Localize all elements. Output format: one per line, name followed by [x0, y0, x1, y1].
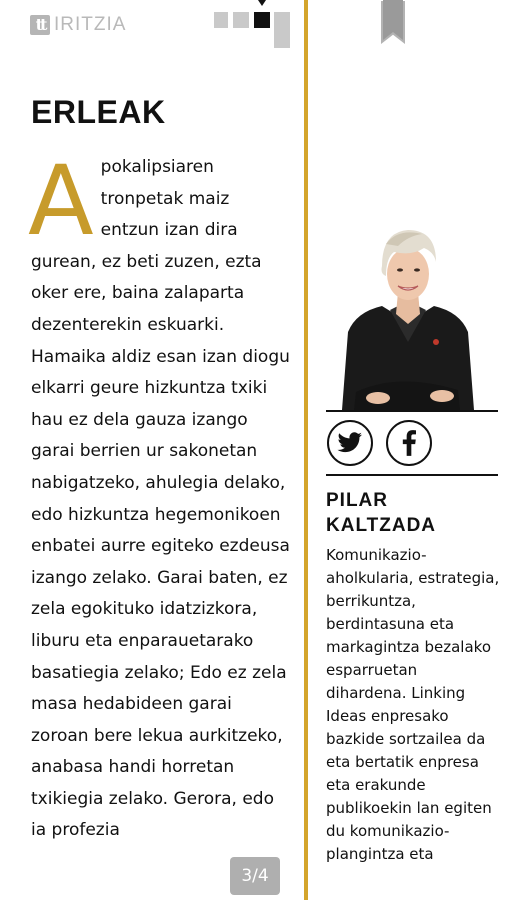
layout-option-2[interactable] — [233, 12, 249, 28]
author-top-rule — [326, 410, 498, 412]
author-name: PILAR KALTZADA — [326, 490, 437, 536]
layout-option-1[interactable] — [214, 12, 228, 28]
twitter-icon — [337, 432, 363, 454]
facebook-button[interactable] — [386, 420, 432, 466]
layout-switcher[interactable] — [214, 0, 294, 52]
article-paragraph: pokalipsiaren tronpetak maiz entzun izan dira gurean, ez beti zuzen, ezta oker ere, baina zalaparta dezenterekin eskuarki. Hamaika aldiz esan izan diogu elkarri geure hizkuntza txiki hau ez dela gauza izango garai berrien ur sakonetan nabigatzeko, ahulegia delako, edo hizkuntza hegemonikoen enbatei aurre egiteko ezdeusa izango zelako. Garai baten, ez zela egokituko idatzizkora, liburu eta enparauetarako basatiegia zelako; Edo ez zela masa hedabideen garai zoroan bere lekua aurkitzeko, anabasa handi horretan txikiegia zelako. Gerora, edo ia profezia — [31, 157, 290, 841]
twitter-button[interactable] — [327, 420, 373, 466]
bookmark-icon[interactable] — [379, 0, 407, 48]
article-body — [28, 145, 293, 847]
page-indicator: 3/4 — [230, 857, 280, 895]
layout-option-3-active[interactable] — [254, 12, 270, 28]
article-title: ERLEAK — [31, 94, 166, 130]
app-logo[interactable] — [30, 14, 126, 36]
facebook-icon — [402, 430, 416, 456]
author-bottom-rule — [326, 474, 498, 476]
section-name: IRITZIA — [54, 14, 127, 35]
active-layout-marker-icon — [256, 0, 268, 8]
author-bio: Komunikazio-aholkularia, estrategia, berrikuntza, berdintasuna eta markagintza bezalako esparruetan dihardena. Linking Ideas enpresako bazkide sortzailea da eta bertatik enpresa eta erakunde publikoekin lan egiten du komunikazio-plangintza eta — [326, 546, 500, 863]
author-photo — [338, 222, 478, 410]
layout-option-4[interactable] — [274, 12, 290, 48]
column-divider — [304, 0, 308, 900]
logo-mark: tt — [30, 15, 50, 35]
drop-cap: A — [28, 145, 94, 257]
